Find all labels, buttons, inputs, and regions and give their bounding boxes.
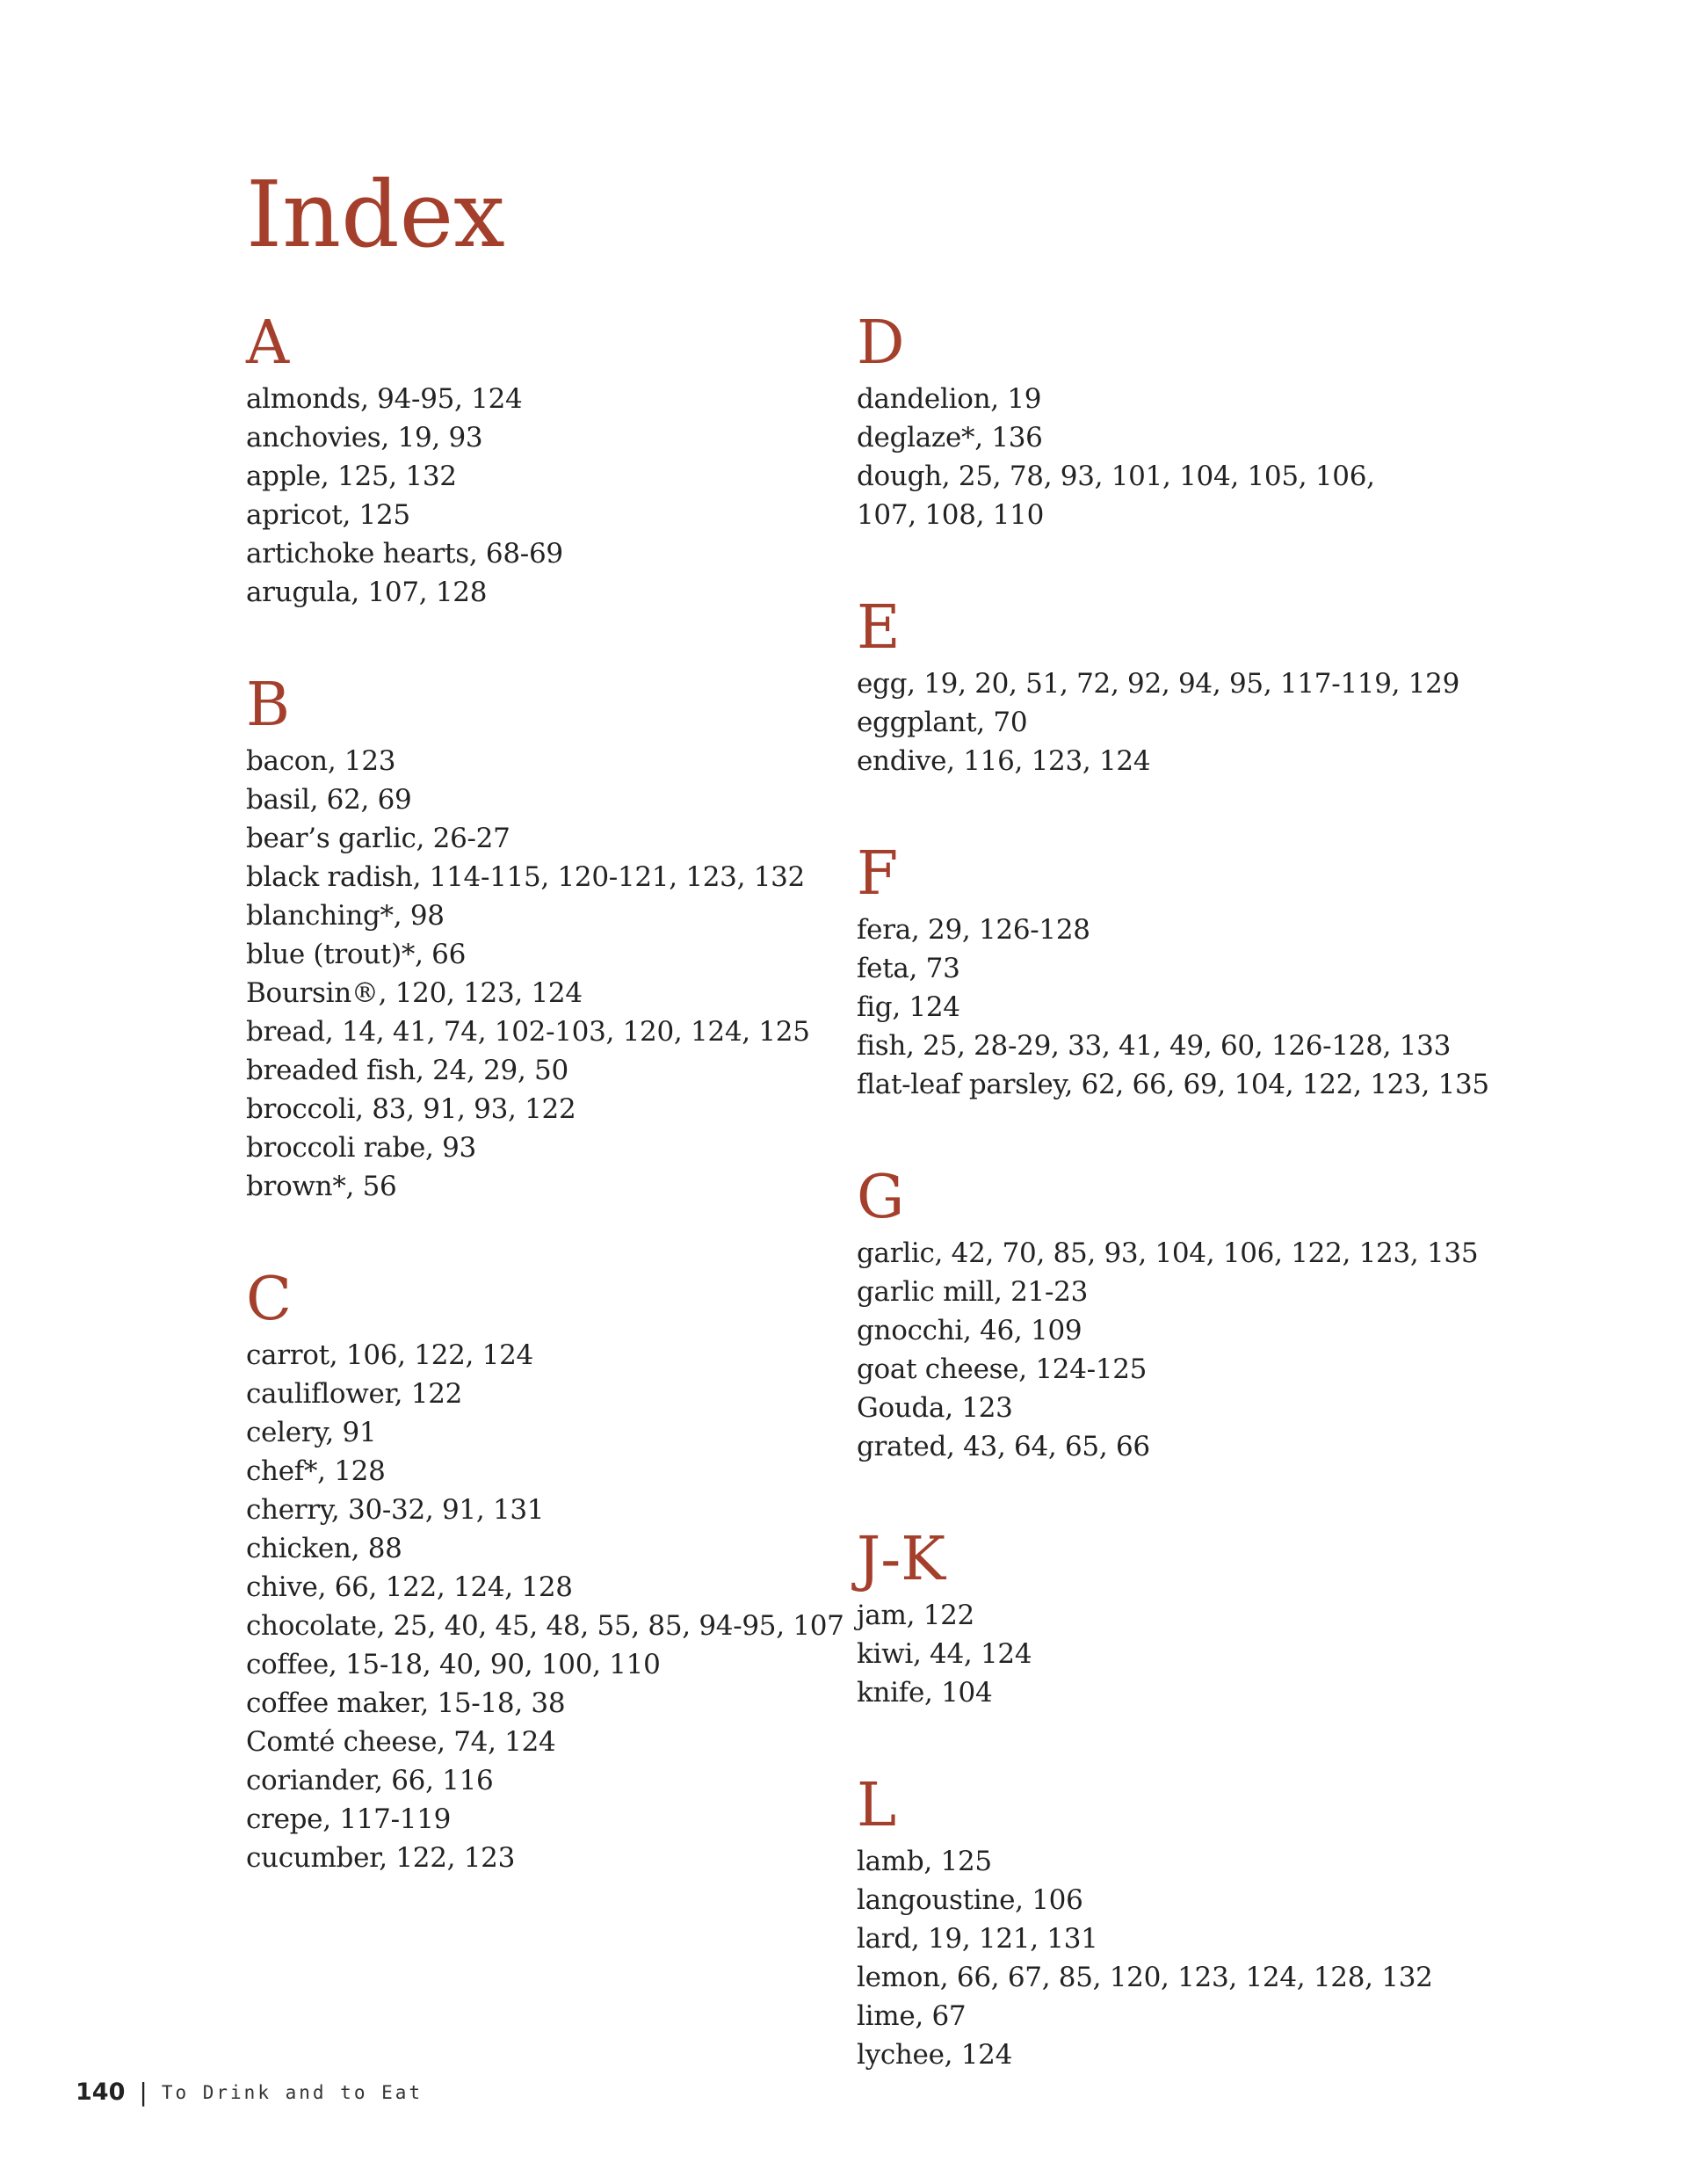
index-entry: coffee, 15-18, 40, 90, 100, 110 (246, 1649, 661, 1680)
index-entry: fish, 25, 28-29, 33, 41, 49, 60, 126-128, 133 (857, 1030, 1452, 1062)
index-entry: bread, 14, 41, 74, 102-103, 120, 124, 125 (246, 1016, 810, 1048)
index-entry: lemon, 66, 67, 85, 120, 123, 124, 128, 132 (857, 1962, 1433, 1993)
index-entry: brown*, 56 (246, 1171, 397, 1202)
index-entry: lychee, 124 (857, 2039, 1013, 2071)
index-entry: fig, 124 (857, 991, 960, 1023)
index-entry: goat cheese, 124-125 (857, 1353, 1148, 1385)
index-entry: crepe, 117-119 (246, 1803, 452, 1835)
index-entry: egg, 19, 20, 51, 72, 92, 94, 95, 117-119, 129 (857, 668, 1460, 700)
index-entry: artichoke hearts, 68-69 (246, 538, 563, 570)
index-section (857, 1524, 1489, 1712)
index-section (857, 838, 1489, 1104)
index-section (857, 1770, 1489, 2074)
index-entry: chive, 66, 122, 124, 128 (246, 1571, 573, 1603)
section-letter: C (246, 1265, 293, 1334)
index-entry: jam, 122 (857, 1600, 974, 1631)
page-title: Index (246, 161, 505, 268)
index-entry: grated, 43, 64, 65, 66 (857, 1431, 1150, 1462)
index-entry: apple, 125, 132 (246, 461, 457, 492)
index-entry: chocolate, 25, 40, 45, 48, 55, 85, 94-95, 107 (246, 1610, 844, 1642)
index-entry: Boursin®, 120, 123, 124 (246, 977, 583, 1009)
index-entry: cherry, 30-32, 91, 131 (246, 1494, 545, 1526)
index-entry: kiwi, 44, 124 (857, 1638, 1032, 1670)
section-letter: E (857, 593, 901, 663)
index-entry: broccoli rabe, 93 (246, 1132, 476, 1164)
index-entry: arugula, 107, 128 (246, 577, 488, 608)
index-entry: black radish, 114-115, 120-121, 123, 132 (246, 861, 805, 893)
page-footer (76, 2078, 423, 2107)
index-entry: blue (trout)*, 66 (246, 939, 467, 970)
index-section (246, 308, 826, 612)
section-letter: D (857, 308, 905, 378)
section-letter: J-K (857, 1525, 946, 1594)
section-letter: L (857, 1771, 897, 1840)
index-entry: dandelion, 19 (857, 383, 1042, 415)
index-entry: bear’s garlic, 26-27 (246, 823, 510, 854)
index-entry: feta, 73 (857, 953, 960, 984)
section-letter: B (246, 671, 290, 740)
section-letter: F (857, 839, 899, 909)
index-entry: gnocchi, 46, 109 (857, 1315, 1082, 1346)
index-entry: cauliflower, 122 (246, 1378, 463, 1410)
index-section (857, 308, 1489, 534)
index-entry: chicken, 88 (246, 1533, 402, 1564)
index-entry: lard, 19, 121, 131 (857, 1923, 1098, 1955)
index-entry: coriander, 66, 116 (246, 1765, 494, 1796)
index-entry: Gouda, 123 (857, 1392, 1013, 1424)
index-entry: carrot, 106, 122, 124 (246, 1339, 533, 1371)
running-title: To Drink and to Eat (161, 2081, 424, 2103)
index-entry: lime, 67 (857, 2000, 967, 2032)
index-entry: lamb, 125 (857, 1846, 992, 1877)
index-entry: bacon, 123 (246, 745, 396, 777)
index-entry: deglaze*, 136 (857, 422, 1043, 453)
index-entry: flat-leaf parsley, 62, 66, 69, 104, 122, 123, 135 (857, 1069, 1489, 1100)
index-entry: chef*, 128 (246, 1455, 386, 1487)
footer-separator: | (139, 2078, 148, 2107)
index-entry: cucumber, 122, 123 (246, 1842, 516, 1874)
index-entry: coffee maker, 15-18, 38 (246, 1687, 566, 1719)
index-section (246, 670, 826, 1206)
index-entry: broccoli, 83, 91, 93, 122 (246, 1093, 576, 1125)
index-entry: celery, 91 (246, 1417, 377, 1448)
index-entry: fera, 29, 126-128 (857, 914, 1090, 946)
index-entry: dough, 25, 78, 93, 101, 104, 105, 106, 107, 108, 110 (857, 461, 1375, 531)
index-entry: langoustine, 106 (857, 1884, 1083, 1916)
index-entry: apricot, 125 (246, 499, 410, 531)
index-entry: Comté cheese, 74, 124 (246, 1726, 556, 1758)
index-entry: garlic, 42, 70, 85, 93, 104, 106, 122, 123, 135 (857, 1237, 1479, 1269)
index-entry: almonds, 94-95, 124 (246, 383, 523, 415)
index-section (857, 592, 1489, 780)
section-letter: G (857, 1163, 905, 1232)
index-entry: eggplant, 70 (857, 707, 1028, 738)
index-entry: garlic mill, 21-23 (857, 1276, 1089, 1308)
index-entry: blanching*, 98 (246, 900, 445, 932)
index-entry: endive, 116, 123, 124 (857, 745, 1151, 777)
page-number: 140 (76, 2079, 126, 2106)
index-section (246, 1264, 844, 1877)
section-letter: A (246, 308, 290, 378)
index-section (857, 1162, 1489, 1466)
index-entry: knife, 104 (857, 1677, 993, 1709)
index-column-right (857, 308, 1489, 2132)
index-column-left (246, 308, 844, 1935)
index-entry: breaded fish, 24, 29, 50 (246, 1055, 568, 1086)
index-entry: anchovies, 19, 93 (246, 422, 483, 453)
index-entry: basil, 62, 69 (246, 784, 412, 816)
